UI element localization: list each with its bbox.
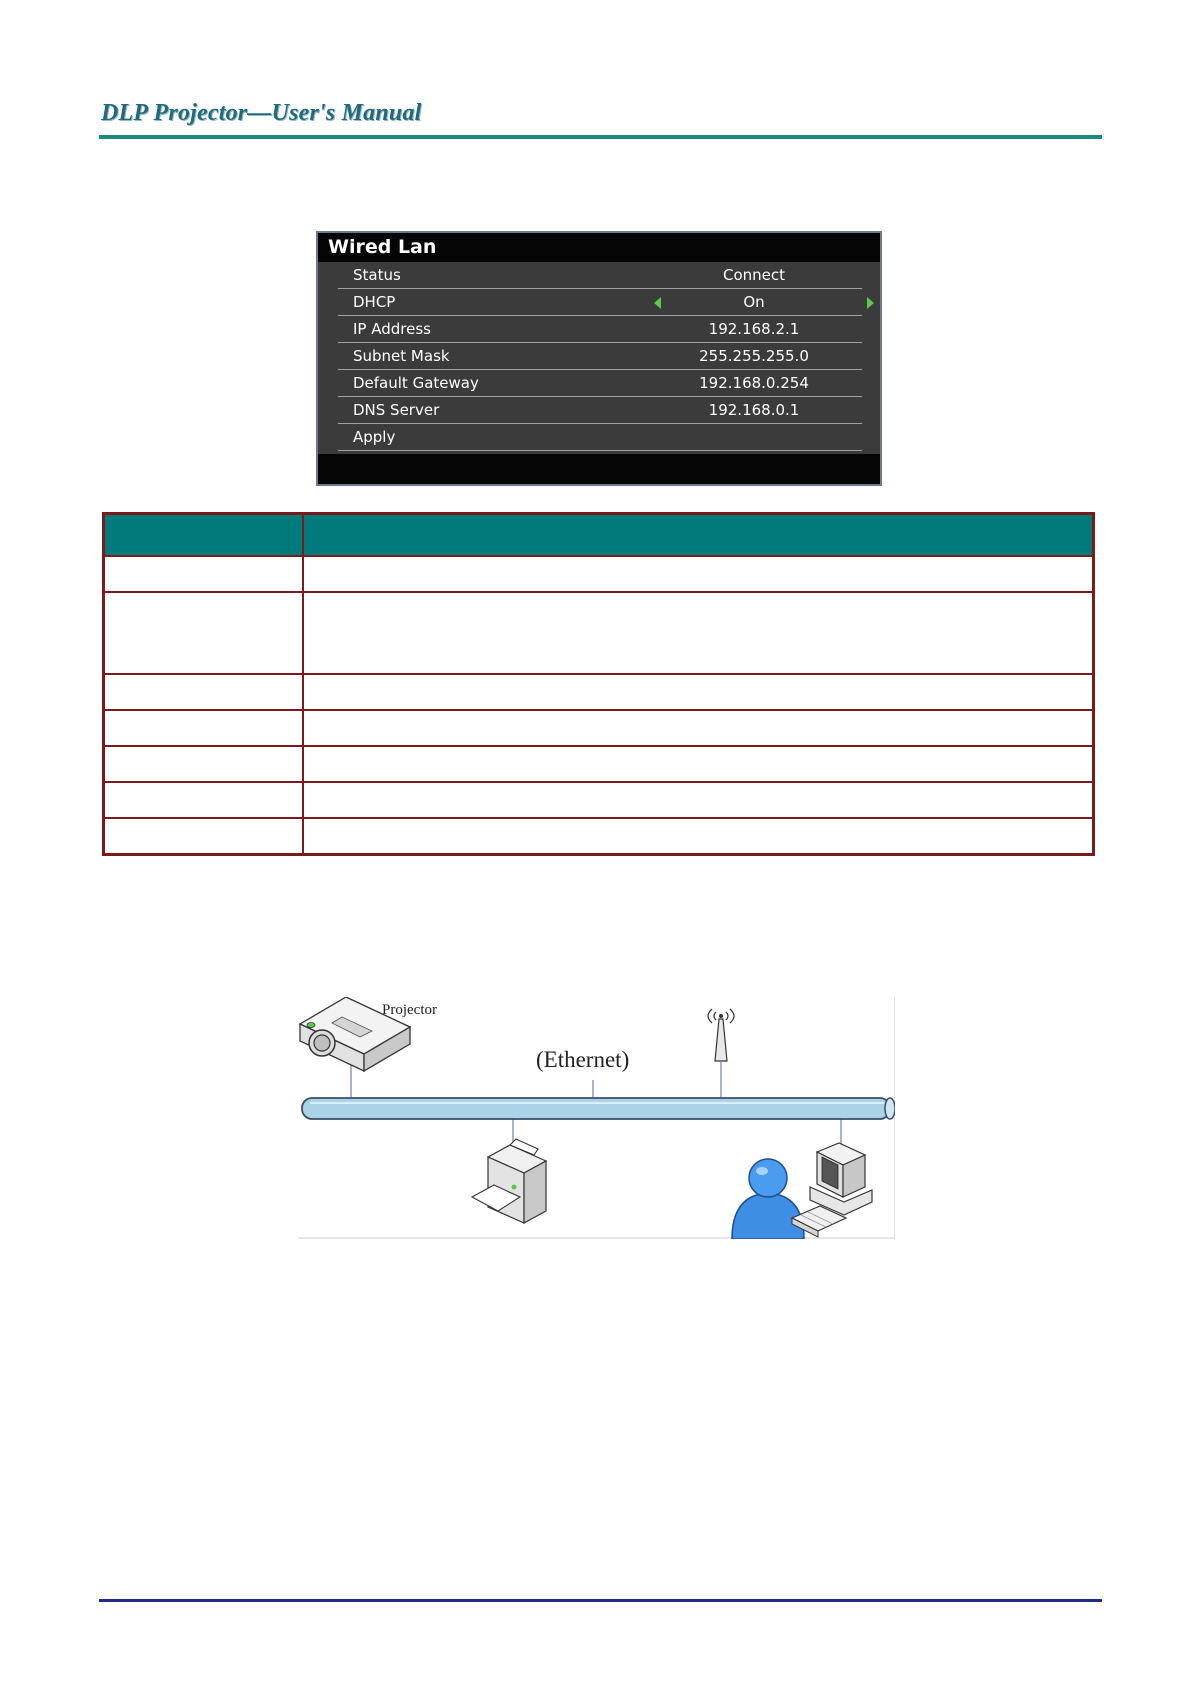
arrow-right-icon[interactable] bbox=[867, 297, 874, 309]
menu-footer-bar bbox=[318, 454, 880, 484]
row-label: Status bbox=[353, 266, 401, 284]
row-label: IP Address bbox=[353, 320, 431, 338]
menu-row-ip-address[interactable] bbox=[338, 316, 862, 343]
row-value: 192.168.2.1 bbox=[708, 320, 800, 338]
menu-row-apply[interactable] bbox=[338, 424, 862, 451]
table-row bbox=[104, 592, 1094, 674]
header-rule bbox=[99, 135, 1102, 139]
menu-row-status[interactable] bbox=[338, 262, 862, 289]
menu-row-subnet-mask[interactable] bbox=[338, 343, 862, 370]
table-row bbox=[104, 710, 1094, 746]
page-header-title: DLP Projector—User's Manual bbox=[101, 100, 422, 126]
table-row bbox=[104, 674, 1094, 710]
projector-label: Projector bbox=[382, 1002, 437, 1018]
menu-row-default-gateway[interactable] bbox=[338, 370, 862, 397]
row-label: Subnet Mask bbox=[353, 347, 450, 365]
row-label: Apply bbox=[353, 428, 396, 446]
computer-icon bbox=[810, 1143, 872, 1215]
row-value: 255.255.255.0 bbox=[699, 347, 809, 365]
menu-title: Wired Lan bbox=[318, 233, 880, 262]
menu-row-dhcp[interactable] bbox=[338, 289, 862, 316]
antenna-icon bbox=[708, 1009, 734, 1061]
row-label: DHCP bbox=[353, 293, 396, 311]
row-value: On bbox=[743, 293, 765, 311]
row-label: DNS Server bbox=[353, 401, 440, 419]
arrow-left-icon[interactable] bbox=[654, 297, 661, 309]
user-icon bbox=[732, 1159, 804, 1239]
table-row bbox=[104, 556, 1094, 592]
footer-rule bbox=[99, 1599, 1102, 1602]
row-label: Default Gateway bbox=[353, 374, 479, 392]
menu-row-dns-server[interactable] bbox=[338, 397, 862, 424]
ethernet-label: (Ethernet) bbox=[536, 1047, 630, 1072]
table-header-cell bbox=[104, 514, 304, 557]
printer-icon bbox=[472, 1139, 546, 1223]
row-value: Connect bbox=[722, 266, 786, 284]
settings-description-table bbox=[102, 512, 1095, 856]
table-row bbox=[104, 782, 1094, 818]
table-row bbox=[104, 746, 1094, 782]
table-header-cell bbox=[303, 514, 1094, 557]
wired-lan-menu bbox=[316, 231, 882, 486]
network-diagram bbox=[298, 997, 895, 1239]
table-row bbox=[104, 818, 1094, 854]
table-header-row bbox=[104, 514, 1094, 557]
ethernet-bus bbox=[302, 1098, 895, 1119]
row-value: 192.168.0.1 bbox=[708, 401, 800, 419]
row-value: 192.168.0.254 bbox=[699, 374, 809, 392]
